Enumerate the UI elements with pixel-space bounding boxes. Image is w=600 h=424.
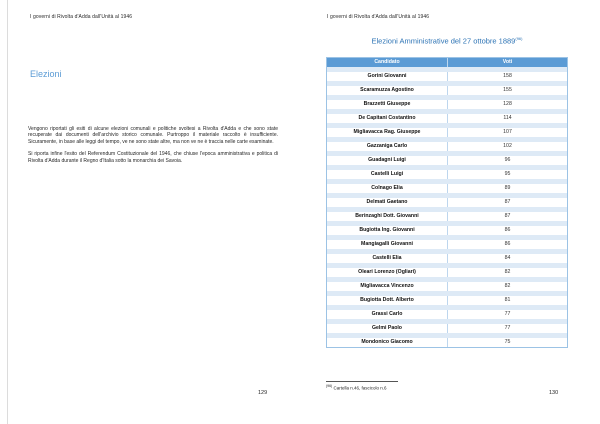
votes-cell: 87 [447, 212, 567, 221]
table-row [327, 86, 567, 95]
table-row [327, 184, 567, 193]
candidate-name-cell: Grassi Carlo [371, 311, 403, 317]
candidate-name-cell: Mangiagalli Giovanni [361, 241, 413, 247]
votes-cell: 86 [447, 226, 567, 235]
candidate-name-cell: Migliavacca Vincenzo [360, 283, 414, 289]
votes-cell: 158 [447, 72, 567, 81]
table-row [327, 240, 567, 249]
votes-cell: 86 [447, 240, 567, 249]
table-row [327, 156, 567, 165]
votes-cell: 75 [447, 338, 567, 347]
votes-cell: 114 [447, 114, 567, 123]
column-header-voti: Voti [447, 58, 567, 67]
votes-cell: 128 [447, 100, 567, 109]
votes-cell: 82 [447, 268, 567, 277]
candidate-name-cell: Mondonico Giacomo [361, 339, 413, 345]
votes-cell: 87 [447, 198, 567, 207]
table-row [327, 128, 567, 137]
candidate-name-cell: Delmati Gaetano [366, 199, 408, 205]
table-row [327, 100, 567, 109]
candidate-name-cell: Castelli Luigi [370, 171, 404, 177]
candidate-name-cell: Gazzaniga Carlo [366, 143, 408, 149]
table-row [327, 198, 567, 207]
paragraph-2: Si riporta infine l'esito del Referendum Costituzionale del 1946, che chiuse l'epoca amministrativa e politica di Rivolta d'Adda durante il Regno d'Italia sotto la monarchia dei Savoia. [28, 151, 278, 164]
votes-cell: 95 [447, 170, 567, 179]
votes-cell: 82 [447, 282, 567, 291]
table-row [327, 324, 567, 333]
votes-cell: 102 [447, 142, 567, 151]
candidate-name-cell: Bugiotta Dott. Alberto [360, 297, 414, 303]
votes-cell: 81 [447, 296, 567, 305]
table-title [326, 36, 568, 46]
votes-cell: 84 [447, 254, 567, 263]
table-row [327, 254, 567, 263]
candidate-name-cell: Berinzaghi Dott. Giovanni [355, 213, 419, 219]
votes-cell: 77 [447, 324, 567, 333]
footnote-reference: (96) [515, 36, 523, 41]
table-row [327, 268, 567, 277]
table-row [327, 142, 567, 151]
footnote-divider [326, 381, 398, 382]
candidate-name-cell: Castelli Elia [372, 255, 402, 261]
table-row [327, 72, 567, 81]
footnote-marker: (96) [326, 384, 333, 388]
table-row [327, 226, 567, 235]
page-number-right: 130 [549, 390, 559, 396]
table-row [327, 212, 567, 221]
candidate-name-cell: Colnago Elia [371, 185, 403, 191]
body-text-block [28, 126, 278, 164]
page-number-left: 129 [258, 390, 268, 396]
running-header-right: I governi di Rivolta d'Adda dall'Unità al 1946 [327, 14, 430, 20]
candidate-name-cell: Migliavacca Rag. Giuseppe [353, 129, 421, 135]
votes-cell: 155 [447, 86, 567, 95]
table-row [327, 282, 567, 291]
candidate-name-cell: Guadagni Luigi [368, 157, 406, 163]
section-heading-elezioni: Elezioni [30, 69, 62, 79]
election-results-table [326, 57, 568, 348]
table-row [327, 296, 567, 305]
candidate-name-cell: Oleari Lorenzo (Ogliari) [358, 269, 416, 275]
table-row [327, 310, 567, 319]
viewer-page-edge [7, 0, 8, 424]
column-header-candidato: Candidato [374, 59, 400, 65]
table-title-text: Elezioni Amministrative del 27 ottobre 1889 [371, 36, 516, 46]
votes-cell: 89 [447, 184, 567, 193]
votes-cell: 77 [447, 310, 567, 319]
votes-cell: 96 [447, 156, 567, 165]
candidate-name-cell: Gelmi Paolo [372, 325, 402, 331]
candidate-name-cell: Bugiotta Ing. Giovanni [359, 227, 415, 233]
votes-cell: 107 [447, 128, 567, 137]
paragraph-1: Vengono riportati gli esiti di alcune elezioni comunali e politiche svoltesi a Rivolta d'Adda e che sono state recuperate dai documenti dell'archivio storico comunale. Purtroppo il materiale raccolto è insufficiente. Sicuramente, in base alle leggi del tempo, ve ne sono state altre, ma non ve ne è traccia nelle carte esaminate. [28, 126, 278, 145]
table-row [327, 114, 567, 123]
table-header-row [327, 58, 567, 67]
candidate-name-cell: Gorini Giovanni [367, 73, 407, 79]
candidate-name-cell: De Capitani Costantino [358, 115, 416, 121]
running-header-left: I governi di Rivolta d'Adda dall'Unità al 1946 [30, 14, 133, 20]
table-row [327, 338, 567, 347]
candidate-name-cell: Brazzetti Giuseppe [363, 101, 411, 107]
table-rows-container [327, 67, 567, 347]
candidate-name-cell: Scaramuzza Agostino [360, 87, 414, 93]
footnote-text: Cartella n.46, fascicolo n.6 [333, 385, 387, 391]
table-row [327, 170, 567, 179]
footnote [326, 384, 566, 391]
